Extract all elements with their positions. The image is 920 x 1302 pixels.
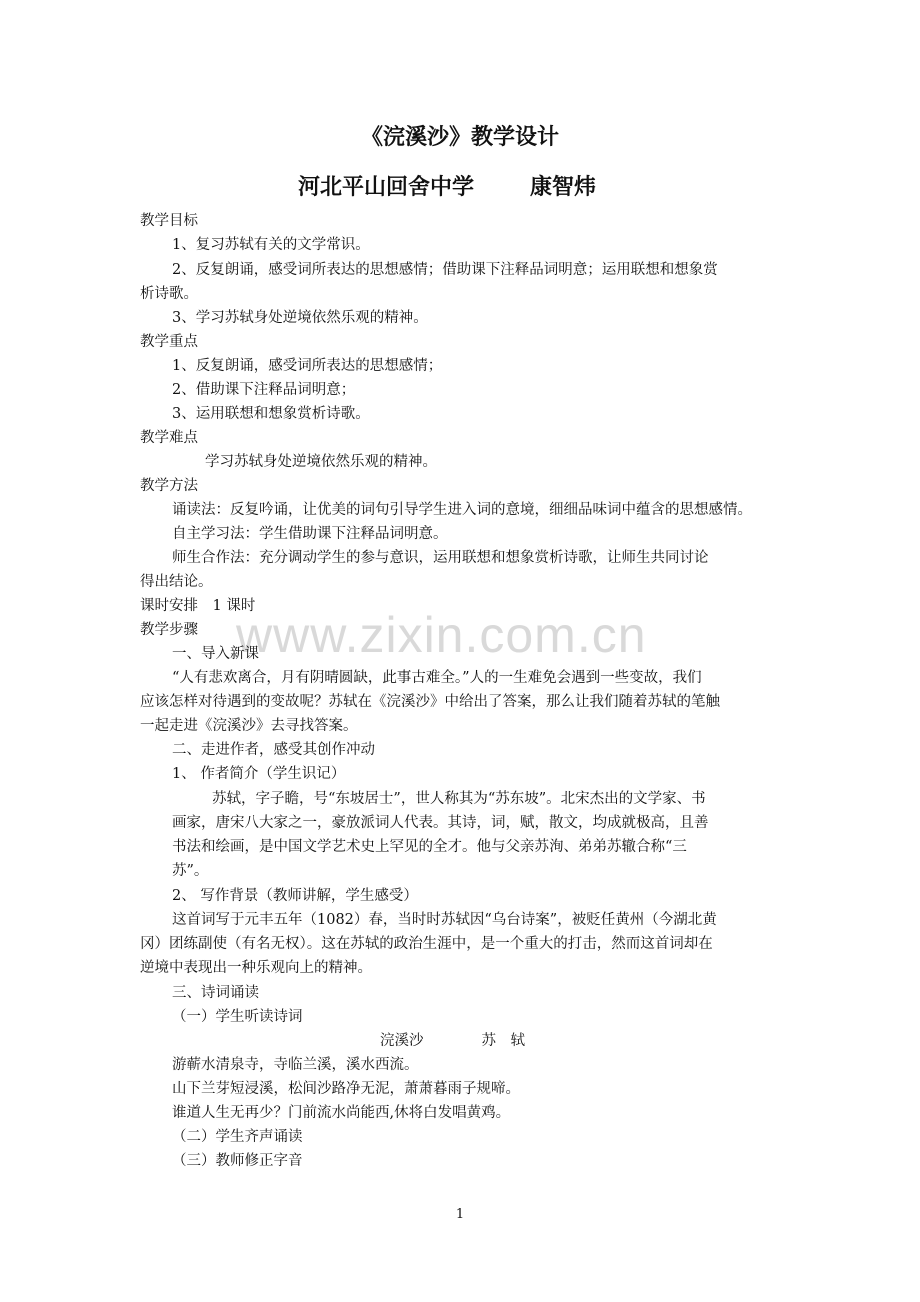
school-name: 河北平山回舍中学 [298,175,475,200]
text-line: 教学步骤 [140,622,198,638]
text-line: 2、反复朗诵，感受词所表达的思想感情；借助课下注释品词明意；运用联想和想象赏 [172,262,718,278]
text-line: 冈）团练副使（有名无权）。这在苏轼的政治生涯中，是一个重大的打击，然而这首词却在 [140,936,713,952]
text-line: 得出结论。 [140,574,213,590]
text-line: 苏轼，字子瞻，号“东坡居士”，世人称其为“苏东坡”。北宋杰出的文学家、书 [212,791,706,807]
text-line: （三）教师修正字音 [172,1153,303,1169]
page-number: 1 [455,1207,465,1222]
text-line: 山下兰芽短浸溪，松间沙路净无泥，萧萧暮雨子规啼。 [172,1081,520,1097]
text-line: 逆境中表现出一种乐观向上的精神。 [140,960,372,976]
text-line: 这首词写于元丰五年（1082）春，当时时苏轼因“乌台诗案”，被贬任黄州（今湖北黄 [172,912,717,928]
text-line: 2、 写作背景（教师讲解，学生感受） [172,888,418,904]
text-line: 教学重点 [140,334,198,350]
author-name: 康智炜 [530,175,597,200]
text-line: 自主学习法：学生借助课下注释品词明意。 [172,526,448,542]
text-line: 1、反复朗诵，感受词所表达的思想感情； [172,358,443,374]
text-line: 教学方法 [140,478,198,494]
text-line: 诵读法：反复吟诵，让优美的词句引导学生进入词的意境，细细品味词中蕴含的思想感情。 [172,502,752,518]
text-line: 一起走进《浣溪沙》去寻找答案。 [140,718,358,734]
text-line: 1、复习苏轼有关的文学常识。 [172,237,370,253]
text-line: “人有悲欢离合，月有阴晴圆缺，此事古难全。”人的一生难免会遇到一些变故，我们 [172,670,702,686]
text-line: 浣溪沙 苏 轼 [380,1033,525,1049]
document-title: 《浣溪沙》教学设计 [360,125,559,150]
text-line: 一、导入新课 [172,646,259,662]
text-line: 谁道人生无再少？门前流水尚能西,休将白发唱黄鸡。 [172,1105,511,1121]
text-line: 画家，唐宋八大家之一，豪放派词人代表。其诗，词，赋，散文，均成就极高，且善 [172,815,709,831]
text-line: 3、学习苏轼身处逆境依然乐观的精神。 [172,310,428,326]
text-line: 三、诗词诵读 [172,985,259,1001]
text-line: 学习苏轼身处逆境依然乐观的精神。 [205,454,437,470]
text-line: 1、 作者简介（学生识记） [172,766,346,782]
text-line: 游蕲水清泉寺，寺临兰溪，溪水西流。 [172,1057,419,1073]
watermark: www.zixin.com.cn [236,607,647,663]
text-line: （一）学生听读诗词 [172,1009,303,1025]
text-line: 教学难点 [140,430,198,446]
text-line: 应该怎样对待遇到的变故呢？苏轼在《浣溪沙》中给出了答案，那么让我们随着苏轼的笔触 [140,694,720,710]
text-line: 二、走进作者，感受其创作冲动 [172,742,375,758]
text-line: 书法和绘画，是中国文学艺术史上罕见的全才。他与父亲苏洵、弟弟苏辙合称“三 [172,839,687,855]
text-line: 课时安排 1 课时 [140,598,256,614]
text-line: 析诗歌。 [140,286,198,302]
text-line: （二）学生齐声诵读 [172,1129,303,1145]
text-line: 3、运用联想和想象赏析诗歌。 [172,406,370,422]
text-line: 2、借助课下注释品词明意； [172,382,356,398]
text-line: 师生合作法：充分调动学生的参与意识，运用联想和想象赏析诗歌，让师生共同讨论 [172,550,709,566]
text-line: 教学目标 [140,213,198,229]
text-line: 苏”。 [172,863,209,879]
